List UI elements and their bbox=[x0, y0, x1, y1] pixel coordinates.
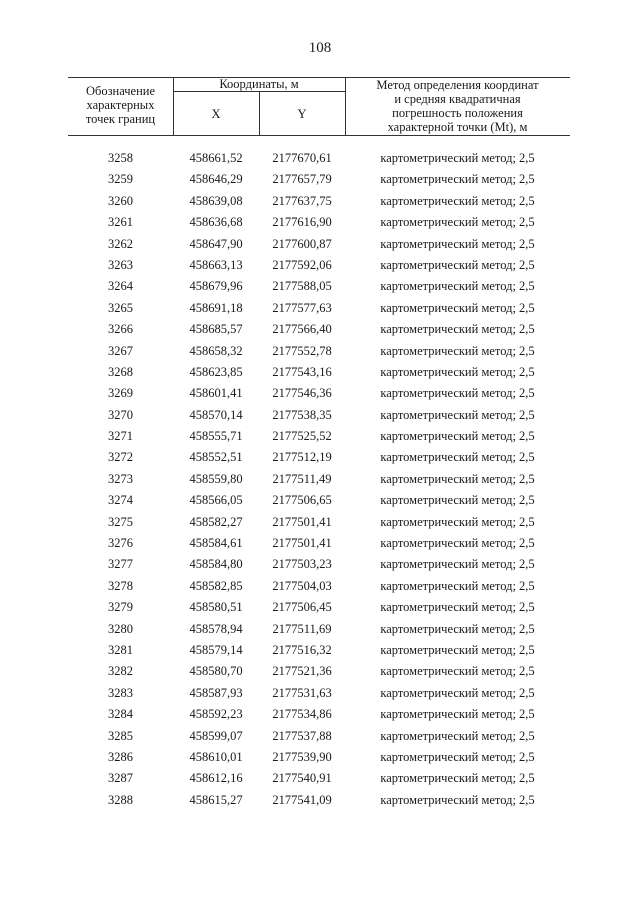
point-id-cell: 3285 bbox=[108, 728, 133, 743]
point-id-cell: 3275 bbox=[108, 514, 133, 529]
table-row bbox=[68, 469, 570, 490]
coord-y-cell: 2177541,09 bbox=[272, 792, 332, 807]
method-cell: картометрический метод; 2,5 bbox=[380, 792, 535, 807]
method-cell: картометрический метод; 2,5 bbox=[380, 407, 535, 422]
table-body bbox=[68, 148, 570, 811]
point-id-cell: 3276 bbox=[108, 536, 133, 551]
point-id-cell: 3272 bbox=[108, 450, 133, 465]
point-id-cell: 3279 bbox=[108, 600, 133, 615]
coord-y-cell: 2177506,45 bbox=[272, 600, 332, 615]
coord-y-cell: 2177637,75 bbox=[272, 193, 332, 208]
coord-x-cell: 458584,80 bbox=[189, 557, 243, 572]
coord-x-cell: 458599,07 bbox=[189, 728, 243, 743]
coord-y-cell: 2177552,78 bbox=[272, 343, 332, 358]
method-cell: картометрический метод; 2,5 bbox=[380, 536, 535, 551]
header-method-line-1: Метод определения координат bbox=[376, 78, 539, 92]
coord-y-cell: 2177516,32 bbox=[272, 642, 332, 657]
method-cell: картометрический метод; 2,5 bbox=[380, 236, 535, 251]
coord-y-cell: 2177503,23 bbox=[272, 557, 332, 572]
coord-y-cell: 2177540,91 bbox=[272, 771, 332, 786]
table-row bbox=[68, 191, 570, 212]
coord-x-cell: 458658,32 bbox=[189, 343, 243, 358]
method-cell: картометрический метод; 2,5 bbox=[380, 450, 535, 465]
method-cell: картометрический метод; 2,5 bbox=[380, 322, 535, 337]
header-point-designation bbox=[68, 84, 173, 126]
coord-x-cell: 458566,05 bbox=[189, 493, 243, 508]
coord-y-cell: 2177539,90 bbox=[272, 749, 332, 764]
method-cell: картометрический метод; 2,5 bbox=[380, 664, 535, 679]
point-id-cell: 3262 bbox=[108, 236, 133, 251]
method-cell: картометрический метод; 2,5 bbox=[380, 578, 535, 593]
method-cell: картометрический метод; 2,5 bbox=[380, 386, 535, 401]
header-point-line-1: Обозначение bbox=[85, 84, 156, 98]
point-id-cell: 3260 bbox=[108, 193, 133, 208]
table-row bbox=[68, 726, 570, 747]
header-y: Y bbox=[297, 107, 307, 121]
table-row bbox=[68, 597, 570, 618]
method-cell: картометрический метод; 2,5 bbox=[380, 300, 535, 315]
point-id-cell: 3265 bbox=[108, 300, 133, 315]
coord-x-cell: 458685,57 bbox=[189, 322, 243, 337]
point-id-cell: 3277 bbox=[108, 557, 133, 572]
header-point-line-2: характерных bbox=[86, 98, 155, 112]
point-id-cell: 3284 bbox=[108, 707, 133, 722]
point-id-cell: 3287 bbox=[108, 771, 133, 786]
coord-x-cell: 458639,08 bbox=[189, 193, 243, 208]
coord-x-cell: 458584,61 bbox=[189, 536, 243, 551]
coord-y-cell: 2177531,63 bbox=[272, 685, 332, 700]
coord-x-cell: 458679,96 bbox=[189, 279, 243, 294]
coord-x-cell: 458636,68 bbox=[189, 215, 243, 230]
coord-y-cell: 2177670,61 bbox=[272, 151, 332, 165]
coord-y-cell: 2177546,36 bbox=[272, 386, 332, 401]
table-row bbox=[68, 554, 570, 575]
coord-y-cell: 2177543,16 bbox=[272, 364, 332, 379]
table-row bbox=[68, 747, 570, 768]
coord-x-cell: 458610,01 bbox=[189, 749, 243, 764]
table-row bbox=[68, 169, 570, 190]
coord-x-cell: 458623,85 bbox=[189, 364, 243, 379]
point-id-cell: 3258 bbox=[108, 151, 133, 165]
coord-x-cell: 458592,23 bbox=[189, 707, 243, 722]
method-cell: картометрический метод; 2,5 bbox=[380, 257, 535, 272]
point-id-cell: 3269 bbox=[108, 386, 133, 401]
coord-y-cell: 2177511,69 bbox=[272, 621, 332, 636]
table-row bbox=[68, 683, 570, 704]
header-method-line-4: характерной точки (Mt), м bbox=[387, 120, 528, 134]
method-cell: картометрический метод; 2,5 bbox=[380, 600, 535, 615]
coord-x-cell: 458582,27 bbox=[189, 514, 243, 529]
point-id-cell: 3270 bbox=[108, 407, 133, 422]
table-row bbox=[68, 383, 570, 404]
header-method-line-3: погрешность положения bbox=[392, 106, 523, 120]
point-id-cell: 3266 bbox=[108, 322, 133, 337]
coord-x-cell: 458601,41 bbox=[189, 386, 243, 401]
coord-x-cell: 458647,90 bbox=[189, 236, 243, 251]
method-cell: картометрический метод; 2,5 bbox=[380, 728, 535, 743]
method-cell: картометрический метод; 2,5 bbox=[380, 193, 535, 208]
method-cell: картометрический метод; 2,5 bbox=[380, 364, 535, 379]
header-x: X bbox=[211, 107, 221, 121]
table-row bbox=[68, 533, 570, 554]
point-id-cell: 3267 bbox=[108, 343, 133, 358]
coord-x-cell: 458580,70 bbox=[189, 664, 243, 679]
header-method-line-2: и средняя квадратичная bbox=[394, 92, 521, 106]
header-point-line-3: точек границ bbox=[85, 112, 156, 126]
table-row bbox=[68, 341, 570, 362]
method-cell: картометрический метод; 2,5 bbox=[380, 343, 535, 358]
header-bottom-rule bbox=[68, 135, 570, 136]
table-row bbox=[68, 619, 570, 640]
coord-x-cell: 458570,14 bbox=[189, 407, 243, 422]
method-cell: картометрический метод; 2,5 bbox=[380, 215, 535, 230]
method-cell: картометрический метод; 2,5 bbox=[380, 557, 535, 572]
coord-y-cell: 2177657,79 bbox=[272, 172, 332, 187]
coord-x-cell: 458555,71 bbox=[189, 429, 243, 444]
table-header bbox=[68, 77, 570, 136]
point-id-cell: 3286 bbox=[108, 749, 133, 764]
coord-y-cell: 2177525,52 bbox=[272, 429, 332, 444]
point-id-cell: 3278 bbox=[108, 578, 133, 593]
table-row bbox=[68, 426, 570, 447]
table-row bbox=[68, 447, 570, 468]
coord-y-cell: 2177537,88 bbox=[272, 728, 332, 743]
point-id-cell: 3288 bbox=[108, 792, 133, 807]
point-id-cell: 3282 bbox=[108, 664, 133, 679]
table-row bbox=[68, 640, 570, 661]
coord-x-cell: 458582,85 bbox=[189, 578, 243, 593]
coord-x-cell: 458691,18 bbox=[189, 300, 243, 315]
coord-x-cell: 458612,16 bbox=[189, 771, 243, 786]
point-id-cell: 3268 bbox=[108, 364, 133, 379]
coord-x-cell: 458587,93 bbox=[189, 685, 243, 700]
table-row bbox=[68, 319, 570, 340]
coord-x-cell: 458579,14 bbox=[189, 642, 243, 657]
point-id-cell: 3280 bbox=[108, 621, 133, 636]
method-cell: картометрический метод; 2,5 bbox=[380, 279, 535, 294]
coord-y-cell: 2177592,06 bbox=[272, 257, 332, 272]
point-id-cell: 3283 bbox=[108, 685, 133, 700]
method-cell: картометрический метод; 2,5 bbox=[380, 429, 535, 444]
table-row bbox=[68, 298, 570, 319]
table-row bbox=[68, 255, 570, 276]
point-id-cell: 3273 bbox=[108, 471, 133, 486]
coord-y-cell: 2177501,41 bbox=[272, 514, 332, 529]
coord-y-cell: 2177512,19 bbox=[272, 450, 332, 465]
coord-x-cell: 458663,13 bbox=[189, 257, 243, 272]
table-row bbox=[68, 234, 570, 255]
coord-y-cell: 2177566,40 bbox=[272, 322, 332, 337]
method-cell: картометрический метод; 2,5 bbox=[380, 151, 535, 165]
method-cell: картометрический метод; 2,5 bbox=[380, 685, 535, 700]
coord-y-cell: 2177588,05 bbox=[272, 279, 332, 294]
coord-y-cell: 2177538,35 bbox=[272, 407, 332, 422]
table-row bbox=[68, 148, 570, 169]
coord-y-cell: 2177521,36 bbox=[272, 664, 332, 679]
table-row bbox=[68, 362, 570, 383]
coord-y-cell: 2177506,65 bbox=[272, 493, 332, 508]
table-row bbox=[68, 768, 570, 789]
method-cell: картометрический метод; 2,5 bbox=[380, 493, 535, 508]
point-id-cell: 3263 bbox=[108, 257, 133, 272]
table-row bbox=[68, 405, 570, 426]
coord-y-cell: 2177600,87 bbox=[272, 236, 332, 251]
point-id-cell: 3259 bbox=[108, 172, 133, 187]
point-id-cell: 3281 bbox=[108, 642, 133, 657]
table-row bbox=[68, 661, 570, 682]
table-row bbox=[68, 512, 570, 533]
method-cell: картометрический метод; 2,5 bbox=[380, 514, 535, 529]
coord-y-cell: 2177616,90 bbox=[272, 215, 332, 230]
point-id-cell: 3261 bbox=[108, 215, 133, 230]
method-cell: картометрический метод; 2,5 bbox=[380, 621, 535, 636]
coord-x-cell: 458615,27 bbox=[189, 792, 243, 807]
table-row bbox=[68, 790, 570, 811]
method-cell: картометрический метод; 2,5 bbox=[380, 172, 535, 187]
coord-x-cell: 458552,51 bbox=[189, 450, 243, 465]
coord-x-cell: 458661,52 bbox=[189, 151, 243, 165]
header-coordinates: Координаты, м bbox=[219, 77, 299, 91]
page-number: 108 bbox=[308, 40, 332, 56]
table-row bbox=[68, 704, 570, 725]
point-id-cell: 3271 bbox=[108, 429, 133, 444]
method-cell: картометрический метод; 2,5 bbox=[380, 642, 535, 657]
coord-y-cell: 2177501,41 bbox=[272, 536, 332, 551]
header-method bbox=[345, 78, 570, 134]
method-cell: картометрический метод; 2,5 bbox=[380, 771, 535, 786]
method-cell: картометрический метод; 2,5 bbox=[380, 749, 535, 764]
coord-x-cell: 458646,29 bbox=[189, 172, 243, 187]
table-row bbox=[68, 490, 570, 511]
coord-y-cell: 2177534,86 bbox=[272, 707, 332, 722]
table-row bbox=[68, 212, 570, 233]
method-cell: картометрический метод; 2,5 bbox=[380, 707, 535, 722]
coord-x-cell: 458580,51 bbox=[189, 600, 243, 615]
coord-y-cell: 2177511,49 bbox=[272, 471, 332, 486]
point-id-cell: 3274 bbox=[108, 493, 133, 508]
point-id-cell: 3264 bbox=[108, 279, 133, 294]
table-row bbox=[68, 276, 570, 297]
table-row bbox=[68, 576, 570, 597]
method-cell: картометрический метод; 2,5 bbox=[380, 471, 535, 486]
coord-y-cell: 2177577,63 bbox=[272, 300, 332, 315]
coord-x-cell: 458559,80 bbox=[189, 471, 243, 486]
coord-y-cell: 2177504,03 bbox=[272, 578, 332, 593]
coord-x-cell: 458578,94 bbox=[189, 621, 243, 636]
